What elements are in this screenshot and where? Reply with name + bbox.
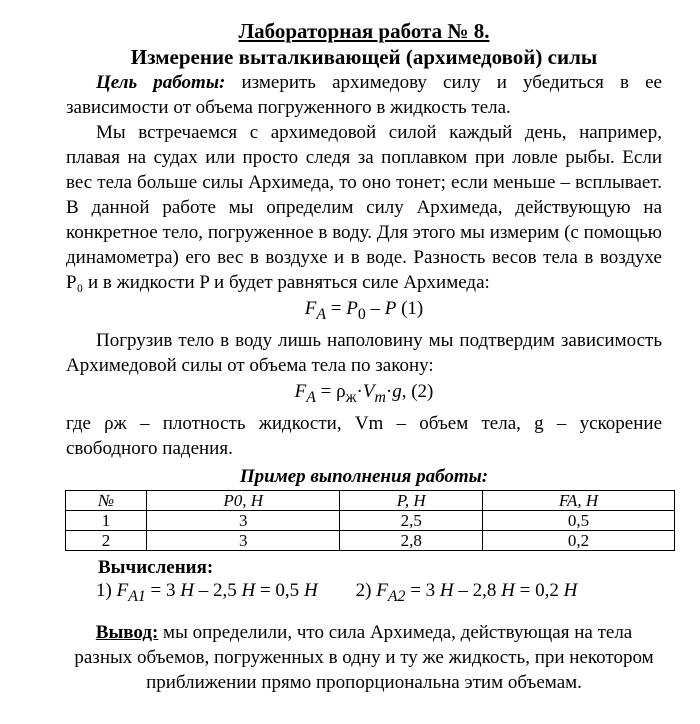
calculations-heading: Вычисления:: [98, 556, 214, 578]
paragraph-2: Погрузив тело в воду лишь наполовину мы подтвердим зависимость Архимедовой силы от объема тела по закону:: [66, 329, 662, 376]
table-row: [66, 510, 675, 530]
conclusion-text: мы определили, что сила Архимеда, действующая на тела разных объемов, погруженных в одну и ту же жидкость, при некотором приближении прямо пропорциональна этим объемам.: [74, 622, 654, 694]
table-cell: 2: [66, 530, 147, 550]
col-fa: FA, H: [483, 490, 675, 510]
lab-title: Лабораторная работа № 8.: [238, 19, 490, 43]
table-cell: 0,5: [483, 510, 675, 530]
table-cell: 2,5: [340, 510, 483, 530]
intro-paragraph: Мы встречаемся с архимедовой силой каждый день, например, плавая на судах или просто следя за поплавком при ловле рыбы. Если вес тела больше силы Архимеда, то оно тонет; если меньше – всплывает. В данной работе мы определим силу Архимеда, действующую на конкретное тело, погруженное в воду. Для этого мы измерим (с помощью динамометра) его вес в воздухе и в воде. Разность весов тела в воздухе P₀ и в жидкости P и будет равняться силе Архимеда:: [66, 122, 662, 293]
formula-2: $F_A = \rho_ж\cdot V_m\cdot g$, (2): [294, 380, 434, 406]
table-caption: Пример выполнения работы:: [239, 465, 489, 487]
goal-paragraph: [66, 70, 662, 120]
definitions-paragraph: где ρж – плотность жидкости, Vm – объем тела, g – ускорение свободного падения.: [66, 412, 662, 459]
col-p: P, H: [340, 490, 483, 510]
col-p0: P0, H: [147, 490, 340, 510]
table-cell: 2,8: [340, 530, 483, 550]
conclusion-label: Вывод:: [95, 622, 159, 644]
goal-label: Цель работы:: [96, 72, 226, 93]
table-header-row: [66, 490, 675, 510]
lab-subtitle: Измерение выталкивающей (архимедовой) силы: [130, 45, 598, 69]
calc-item-1: 1) $F_{A1} = 3$ H – 2,5 H = 0,5 H: [96, 579, 318, 605]
calculations-line: [96, 579, 662, 609]
table-cell: 3: [147, 530, 340, 550]
calc-item-2: 2) $F_{A2} = 3$ H – 2,8 H = 0,2 H: [355, 579, 578, 605]
formula-1: $F_A = P_0 - P$ (1): [304, 298, 424, 323]
table-cell: 0,2: [483, 530, 675, 550]
goal-text: измерить архимедову силу и убедиться в ее зависимости от объема погруженного в жидкость тела.: [66, 72, 662, 118]
col-number: №: [66, 490, 147, 510]
table-cell: 1: [66, 510, 147, 530]
table-row: [66, 530, 675, 550]
results-table: [65, 490, 675, 551]
conclusion-paragraph: [66, 620, 662, 695]
table-cell: 3: [147, 510, 340, 530]
document-page: [66, 18, 662, 695]
